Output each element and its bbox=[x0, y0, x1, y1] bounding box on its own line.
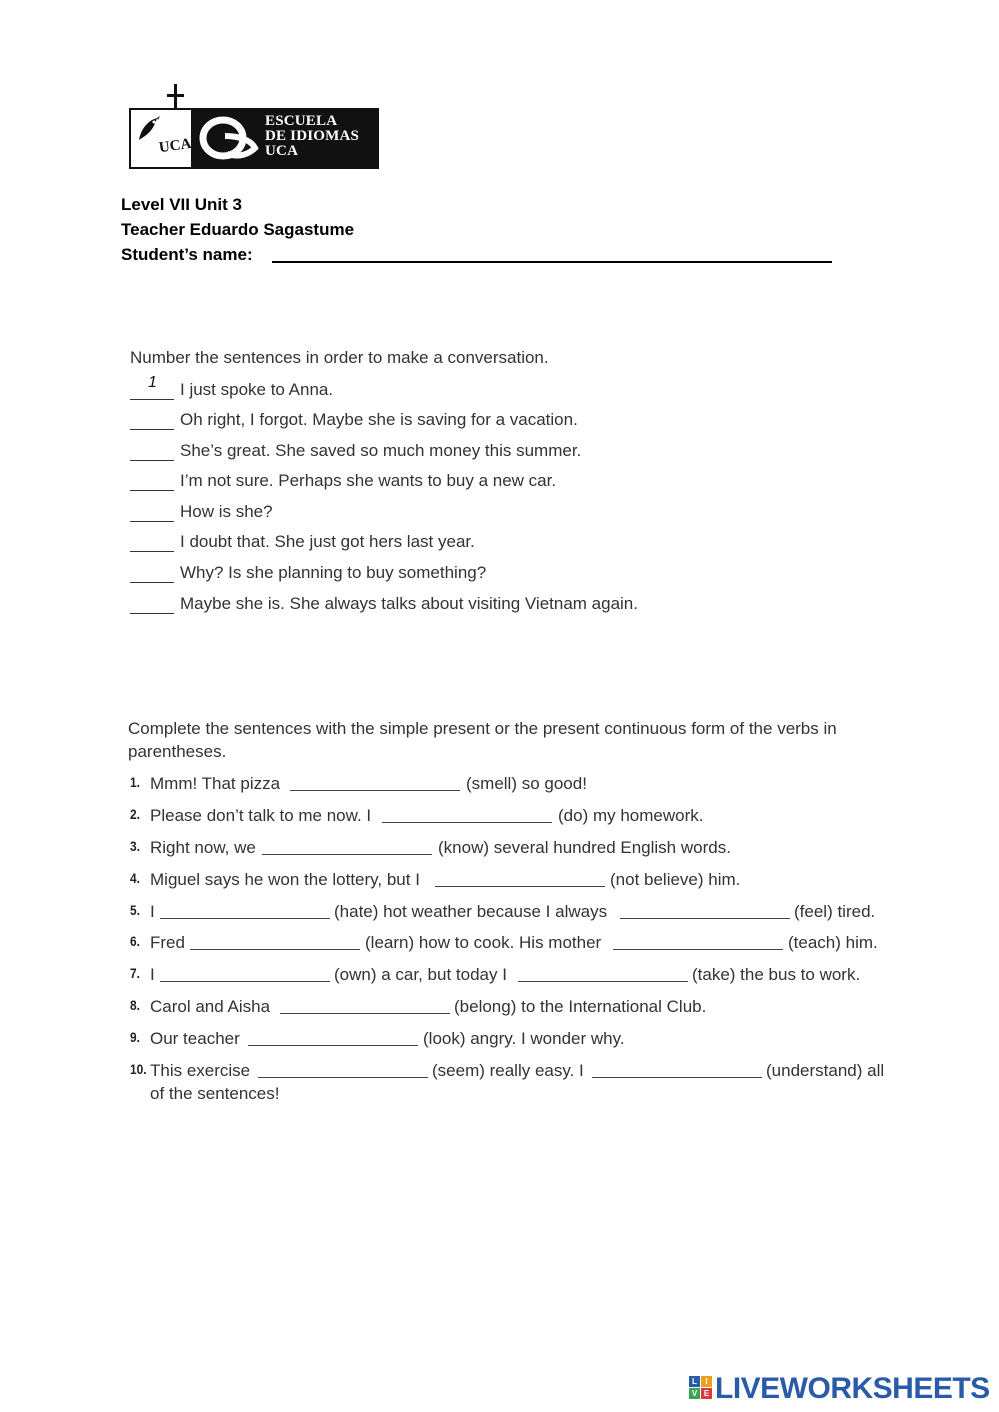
item-number: 5. bbox=[130, 902, 140, 918]
sentence-text: Oh right, I forgot. Maybe she is saving for a vacation. bbox=[180, 410, 578, 429]
exercise2-item bbox=[130, 870, 890, 896]
order-number-blank[interactable] bbox=[130, 460, 174, 461]
sentence-part: (take) the bus to work. bbox=[692, 965, 861, 984]
sentence-part: Right now, we bbox=[150, 838, 256, 857]
escuela-emblem-icon bbox=[199, 114, 261, 164]
exercise2-instruction-line1: Complete the sentences with the simple present or the present continuous form of the verbs in bbox=[128, 719, 837, 738]
sentence-continuation: of the sentences! bbox=[150, 1084, 280, 1103]
exercise2-item bbox=[130, 902, 890, 928]
sentence-text: Maybe she is. She always talks about visiting Vietnam again. bbox=[180, 594, 638, 613]
order-number-blank[interactable] bbox=[130, 429, 174, 430]
verb-answer-blank[interactable] bbox=[160, 918, 330, 919]
exercise2-item bbox=[130, 933, 890, 959]
verb-answer-blank[interactable] bbox=[620, 918, 790, 919]
sentence-part: (belong) to the International Club. bbox=[454, 997, 707, 1016]
item-number: 7. bbox=[130, 965, 140, 981]
sentence-text: I’m not sure. Perhaps she wants to buy a new car. bbox=[180, 471, 557, 490]
verb-answer-blank[interactable] bbox=[435, 886, 605, 887]
sentence-part: (own) a car, but today I bbox=[334, 965, 507, 984]
item-number: 6. bbox=[130, 933, 140, 949]
order-number-blank[interactable] bbox=[130, 399, 174, 400]
sentence-text: She’s great. She saved so much money this summer. bbox=[180, 441, 582, 460]
sentence-part: Our teacher bbox=[150, 1029, 240, 1048]
verb-answer-blank[interactable] bbox=[290, 790, 460, 791]
level-heading: Level VII Unit 3 bbox=[121, 195, 242, 214]
brand-tiles-icon bbox=[689, 1376, 713, 1400]
verb-answer-blank[interactable] bbox=[258, 1077, 428, 1078]
item-number: 1. bbox=[130, 774, 140, 790]
sentence-part: Fred bbox=[150, 933, 185, 952]
item-number: 10. bbox=[130, 1061, 147, 1077]
verb-answer-blank[interactable] bbox=[592, 1077, 762, 1078]
cross-bar bbox=[167, 94, 184, 97]
sentence-part: (seem) really easy. I bbox=[432, 1061, 584, 1080]
verb-answer-blank[interactable] bbox=[190, 949, 360, 950]
order-number-blank[interactable] bbox=[130, 582, 174, 583]
exercise2-item bbox=[130, 1029, 890, 1055]
sentence-part: (not believe) him. bbox=[610, 870, 741, 889]
sentence-part: (feel) tired. bbox=[794, 902, 876, 921]
brand-wordmark: LIVEWORKSHEETS bbox=[715, 1372, 990, 1405]
verb-answer-blank[interactable] bbox=[262, 854, 432, 855]
logo-line-3: UCA bbox=[265, 143, 299, 159]
brand-tile-l: L bbox=[689, 1376, 700, 1387]
exercise2-item bbox=[130, 997, 890, 1023]
item-number: 3. bbox=[130, 838, 140, 854]
order-number-answer: 1 bbox=[148, 374, 157, 391]
brand-tile-i: I bbox=[701, 1376, 712, 1387]
verb-answer-blank[interactable] bbox=[382, 822, 552, 823]
sentence-part: I bbox=[150, 965, 155, 984]
exercise2-item bbox=[130, 806, 890, 832]
teacher-heading: Teacher Eduardo Sagastume bbox=[121, 220, 355, 239]
school-logo bbox=[129, 84, 379, 170]
verb-answer-blank[interactable] bbox=[248, 1045, 418, 1046]
logo-line-2: DE IDIOMAS bbox=[265, 128, 360, 144]
sentence-part: Mmm! That pizza bbox=[150, 774, 281, 793]
verb-answer-blank[interactable] bbox=[160, 981, 330, 982]
sentence-text: Why? Is she planning to buy something? bbox=[180, 563, 487, 582]
sentence-part: This exercise bbox=[150, 1061, 251, 1080]
exercise2-item bbox=[130, 965, 890, 991]
sentence-text: How is she? bbox=[180, 502, 273, 521]
sentence-part: (hate) hot weather because I always bbox=[334, 902, 608, 921]
exercise2-instruction-line2: parentheses. bbox=[128, 742, 227, 761]
sentence-part: Please don’t talk to me now. I bbox=[150, 806, 372, 825]
logo-text bbox=[265, 114, 359, 159]
exercise2-item bbox=[130, 774, 890, 800]
order-number-blank[interactable] bbox=[130, 490, 174, 491]
sentence-part: (do) my homework. bbox=[558, 806, 704, 825]
brand-tile-v: V bbox=[689, 1388, 700, 1399]
item-number: 4. bbox=[130, 870, 140, 886]
verb-answer-blank[interactable] bbox=[518, 981, 688, 982]
exercise1-instruction: Number the sentences in order to make a conversation. bbox=[130, 348, 549, 367]
verb-answer-blank[interactable] bbox=[280, 1013, 450, 1014]
sentence-part: Carol and Aisha bbox=[150, 997, 271, 1016]
exercise2-item bbox=[130, 838, 890, 864]
item-number: 9. bbox=[130, 1029, 140, 1045]
sentence-part: I bbox=[150, 902, 155, 921]
order-number-blank[interactable] bbox=[130, 551, 174, 552]
sentence-part: Miguel says he won the lottery, but I bbox=[150, 870, 420, 889]
verb-answer-blank[interactable] bbox=[613, 949, 783, 950]
order-number-blank[interactable] bbox=[130, 521, 174, 522]
sentence-text: I doubt that. She just got hers last year. bbox=[180, 532, 475, 551]
item-number: 8. bbox=[130, 997, 140, 1013]
exercise2-item bbox=[130, 1061, 890, 1103]
student-name-label: Student’s name: bbox=[121, 245, 253, 264]
student-name-field[interactable] bbox=[272, 261, 832, 263]
sentence-text: I just spoke to Anna. bbox=[180, 380, 334, 399]
order-number-blank[interactable] bbox=[130, 613, 174, 614]
uca-mark: UCA bbox=[157, 135, 193, 157]
sentence-part: (smell) so good! bbox=[466, 774, 587, 793]
sentence-part: (teach) him. bbox=[788, 933, 878, 952]
sentence-part: (understand) all bbox=[766, 1061, 885, 1080]
sentence-part: (look) angry. I wonder why. bbox=[423, 1029, 625, 1048]
item-number: 2. bbox=[130, 806, 140, 822]
logo-line-1: ESCUELA bbox=[265, 113, 338, 129]
brand-tile-e: E bbox=[701, 1388, 712, 1399]
sentence-part: (know) several hundred English words. bbox=[438, 838, 731, 857]
sentence-part: (learn) how to cook. His mother bbox=[365, 933, 602, 952]
